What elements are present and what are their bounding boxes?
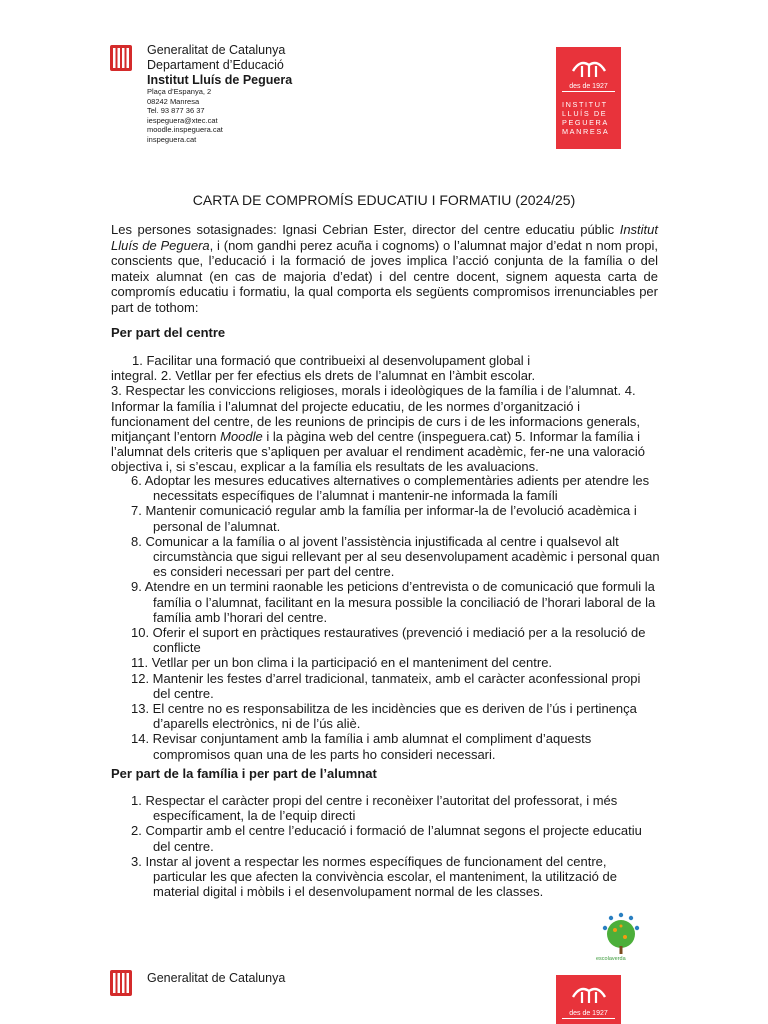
list-item: 7. Mantenir comunicació regular amb la família per informar-la de l’evolució acadèmica i personal de l’alumnat. [131,503,637,534]
page-title: CARTA DE COMPROMÍS EDUCATIU I FORMATIU (2024/25) [192,192,576,208]
centre-commitments-block [111,353,658,475]
header-website: inspeguera.cat [147,134,197,144]
list-item: 8. Comunicar a la família o al jovent l’assistència injustificada al centre i qualsevol alt circumstància que sigui rellevant per al seu desenvolupament acadèmic i personal quan es consideri necessari per part del centre. [131,533,660,580]
generalitat-logo-footer-icon [110,970,132,996]
school-logo-name-3: PEGUERA [562,118,609,127]
school-logo-footer-since: des de 1927 [562,1009,615,1019]
list-item-text: 3. Respectar les conviccions religioses, morals i ideològiques de la família i de l’alumnat. 4. Informar la família i l’alumnat del projecte educatiu, de les normes d’organització i funcionament del centre, de les reunions de principis de curs i de les informacions generals, mitjançant l’entorn [111,383,640,445]
list-item: 14. Revisar conjuntament amb la família i amb alumnat el compliment d’aquests compromisos quan una de les parts ho consideri necessari. [131,731,592,762]
intro-school-name: Institut Lluís de Peguera [111,222,658,253]
intro-text-start: Les persones sotasignades: Ignasi Cebrian Ester, director del centre educatiu públic [111,222,620,237]
list-item: 2. Compartir amb el centre l’educació i formació de l’alumnat segons el projecte educatiu del centre. [131,823,642,854]
list-item: 6. Adoptar les mesures educatives alternatives o complementàries adients per atendre les necessitats específiques de l’alumnat i mantenir-ne informada la famíli [131,473,650,504]
footer-org: Generalitat de Catalunya [147,971,286,985]
section-heading-centre: Per part del centre [111,325,226,340]
moodle-name: Moodle [220,429,263,445]
list-item: 12. Mantenir les festes d’arrel tradicional, tanmateix, amb el caràcter aconfessional propi del centre. [131,670,641,701]
list-item: 1. Respectar el caràcter propi del centre i reconèixer l’autoritat del professorat, i més específicament, la de l’equip directi [131,793,618,824]
list-item: 9. Atendre en un termini raonable les peticions d’entrevista o de comunicació que formuli la família o l’alumnat, facilitant en la mesura possible la conciliació de l’horari laboral de la família amb l’horari del centre. [131,579,656,625]
school-logo-name-2: LLUÍS DE [562,109,608,118]
header-address: Plaça d’Espanya, 2 [147,87,212,96]
list-item: 10. Oferir el suport en pràctiques restauratives (prevenció i mediació per a la resolució de conflicte [131,625,646,656]
header-org: Generalitat de Catalunya [147,43,286,57]
header-email: iespeguera@xtec.cat [147,115,218,125]
family-commitments-list [131,793,661,899]
intro-text-end: , i (nom gandhi perez acuña i cognoms) o l’alumnat major d’edat n nom propi, conscients que, l’educació i la formació de joves implica l’acció conjunta de la família o del mateix alumnat (en cas de majoria d’edat) i del centre docent, signem aquesta carta de compromís educatiu i formatiu, la qual comporta els següents compromisos irrenunciables per part de tothom: [111,237,658,315]
list-item-text: i la pàgina web del centre (inspeguera.cat) 5. Informar la família i l’alumnat dels criteris que s’apliquen per avaluar el rendiment acadèmic, fer-ne una valoració objectiva i, si s’escau, explicar a la família els resultats de les avaluacions. [111,429,646,475]
school-logo [556,47,621,149]
list-item [111,383,658,474]
list-item: 13. El centre no es responsabilitza de les incidències que es deriven de l’ús i pertinença d’aparells electrònics, ni de l’ús aliè. [131,701,637,732]
header-school: Institut Lluís de Peguera [147,73,293,87]
school-emblem-footer-icon [570,983,608,1005]
header-phone: Tel. 93 877 36 37 [147,106,205,115]
header-city: 08242 Manresa [147,96,200,106]
school-logo-footer [556,975,621,1024]
generalitat-logo-icon [110,45,132,71]
list-item: 1. Facilitar una formació que contribueixi al desenvolupament global i [132,353,531,368]
escola-verda-label: escolaverda [596,956,626,962]
centre-commitments-list [131,473,661,762]
school-logo-name-1: INSTITUT [562,100,608,109]
intro-paragraph [111,222,658,316]
header-department: Departament d’Educació [147,58,284,72]
section-heading-family: Per part de la família i per part de l’alumnat [111,766,377,781]
school-emblem-icon [570,57,608,79]
list-item: 3. Instar al jovent a respectar les normes específiques de funcionament del centre, particular les que afecten la convivència escolar, el manteniment, la utilització de material digital i mòbils i el desenvolupament normal de les classes. [131,853,617,900]
school-logo-name-4: MANRESA [562,127,610,136]
header-moodle: moodle.inspeguera.cat [147,125,223,134]
school-logo-since: des de 1927 [562,82,615,92]
list-item: integral. 2. Vetllar per fer efectius els drets de l’alumnat en l’àmbit escolar. [111,368,536,384]
list-item: 11. Vetllar per un bon clima i la participació en el manteniment del centre. [131,655,553,671]
